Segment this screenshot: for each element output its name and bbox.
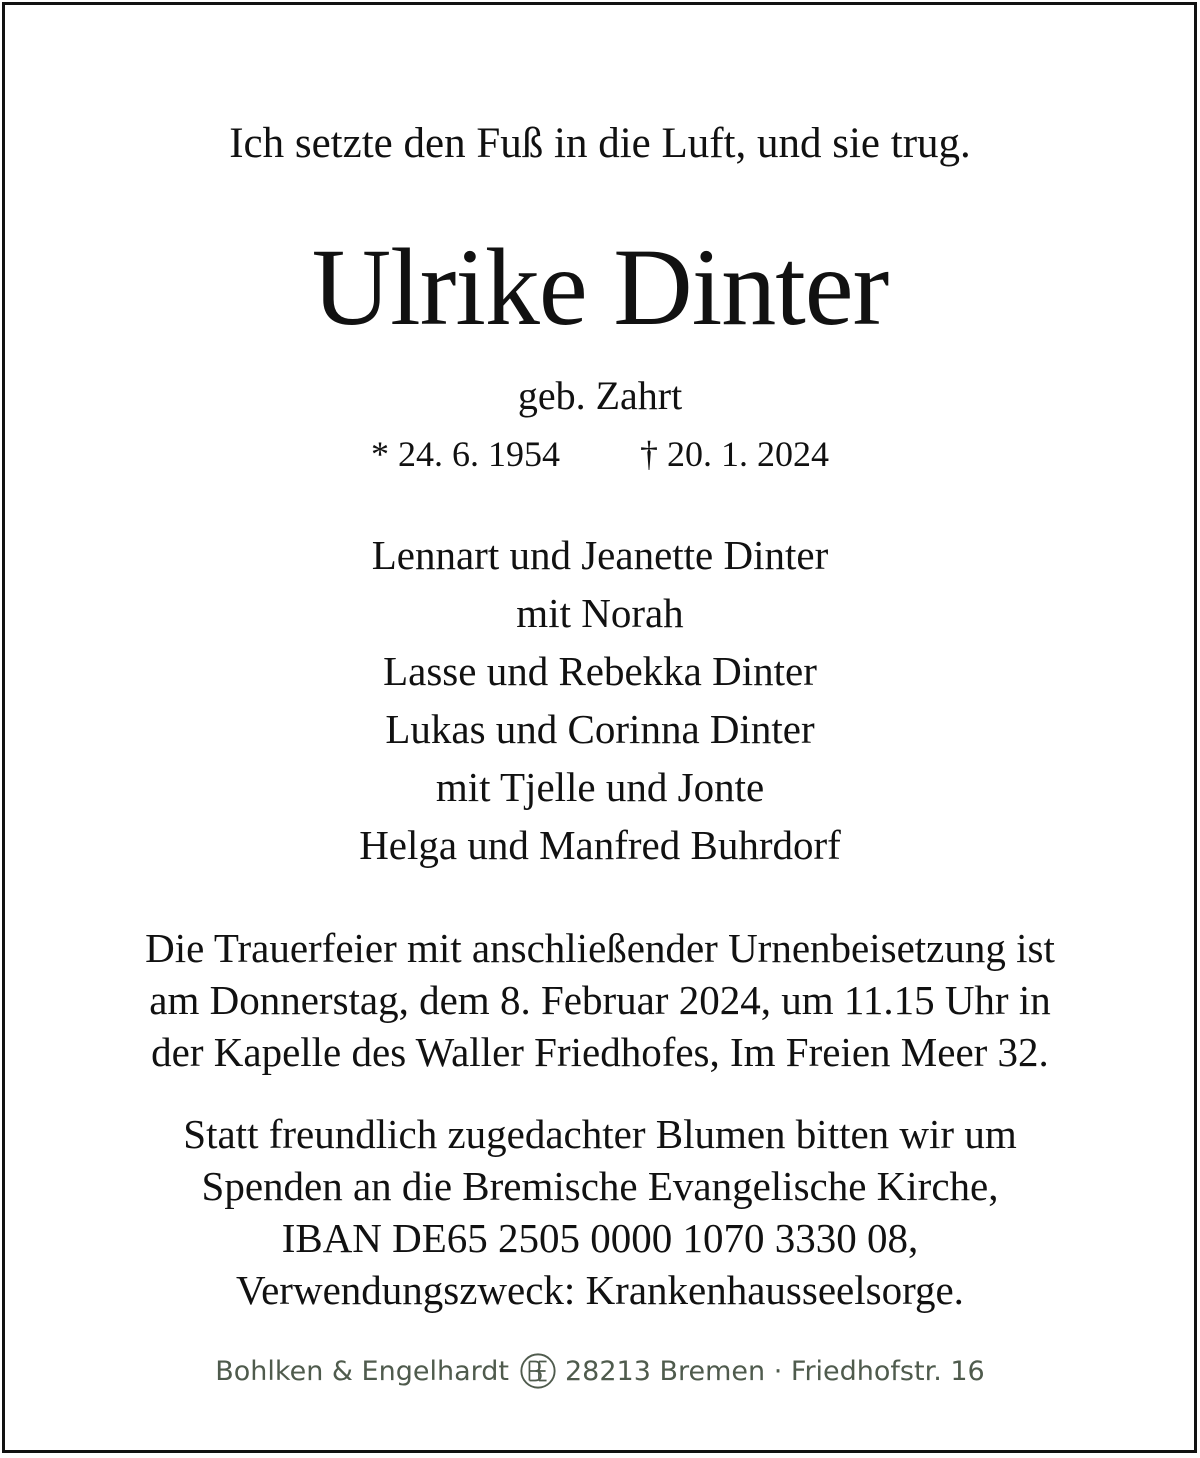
birth-date: * 24. 6. 1954	[371, 434, 560, 474]
death-date: † 20. 1. 2024	[640, 434, 829, 474]
ceremony-line: Die Trauerfeier mit anschließender Urnenbeisetzung ist	[145, 925, 1055, 971]
funeral-home-footer	[0, 1348, 1200, 1394]
funeral-home-logo-icon	[519, 1352, 557, 1390]
motto: Ich setzte den Fuß in die Luft, und sie trug.	[229, 120, 971, 167]
ceremony-line: der Kapelle des Waller Friedhofes, Im Freien Meer 32.	[151, 1029, 1049, 1075]
family-line: mit Norah	[516, 590, 684, 636]
family-list	[0, 526, 1200, 874]
donation-line: IBAN DE65 2505 0000 1070 3330 08,	[281, 1215, 919, 1261]
donation-line: Verwendungszweck: Krankenhausseelsorge.	[236, 1267, 964, 1313]
donation-line: Statt freundlich zugedachter Blumen bitten wir um	[183, 1111, 1017, 1157]
maiden-name: geb. Zahrt	[517, 373, 683, 418]
funeral-home-address: 28213 Bremen · Friedhofstr. 16	[564, 1355, 985, 1387]
deceased-name: Ulrike Dinter	[311, 226, 889, 348]
donation-info	[0, 1108, 1200, 1316]
family-line: Lasse und Rebekka Dinter	[383, 648, 817, 694]
ceremony-line: am Donnerstag, dem 8. Februar 2024, um 11.15 Uhr in	[149, 977, 1051, 1023]
family-line: Helga und Manfred Buhrdorf	[359, 822, 841, 868]
life-dates	[0, 429, 1200, 479]
family-line: Lukas und Corinna Dinter	[385, 706, 815, 752]
family-line: Lennart und Jeanette Dinter	[371, 532, 829, 578]
ceremony-info	[0, 922, 1200, 1078]
funeral-home-name: Bohlken & Engelhardt	[215, 1355, 509, 1387]
donation-line: Spenden an die Bremische Evangelische Kirche,	[201, 1163, 999, 1209]
family-line: mit Tjelle und Jonte	[435, 764, 765, 810]
